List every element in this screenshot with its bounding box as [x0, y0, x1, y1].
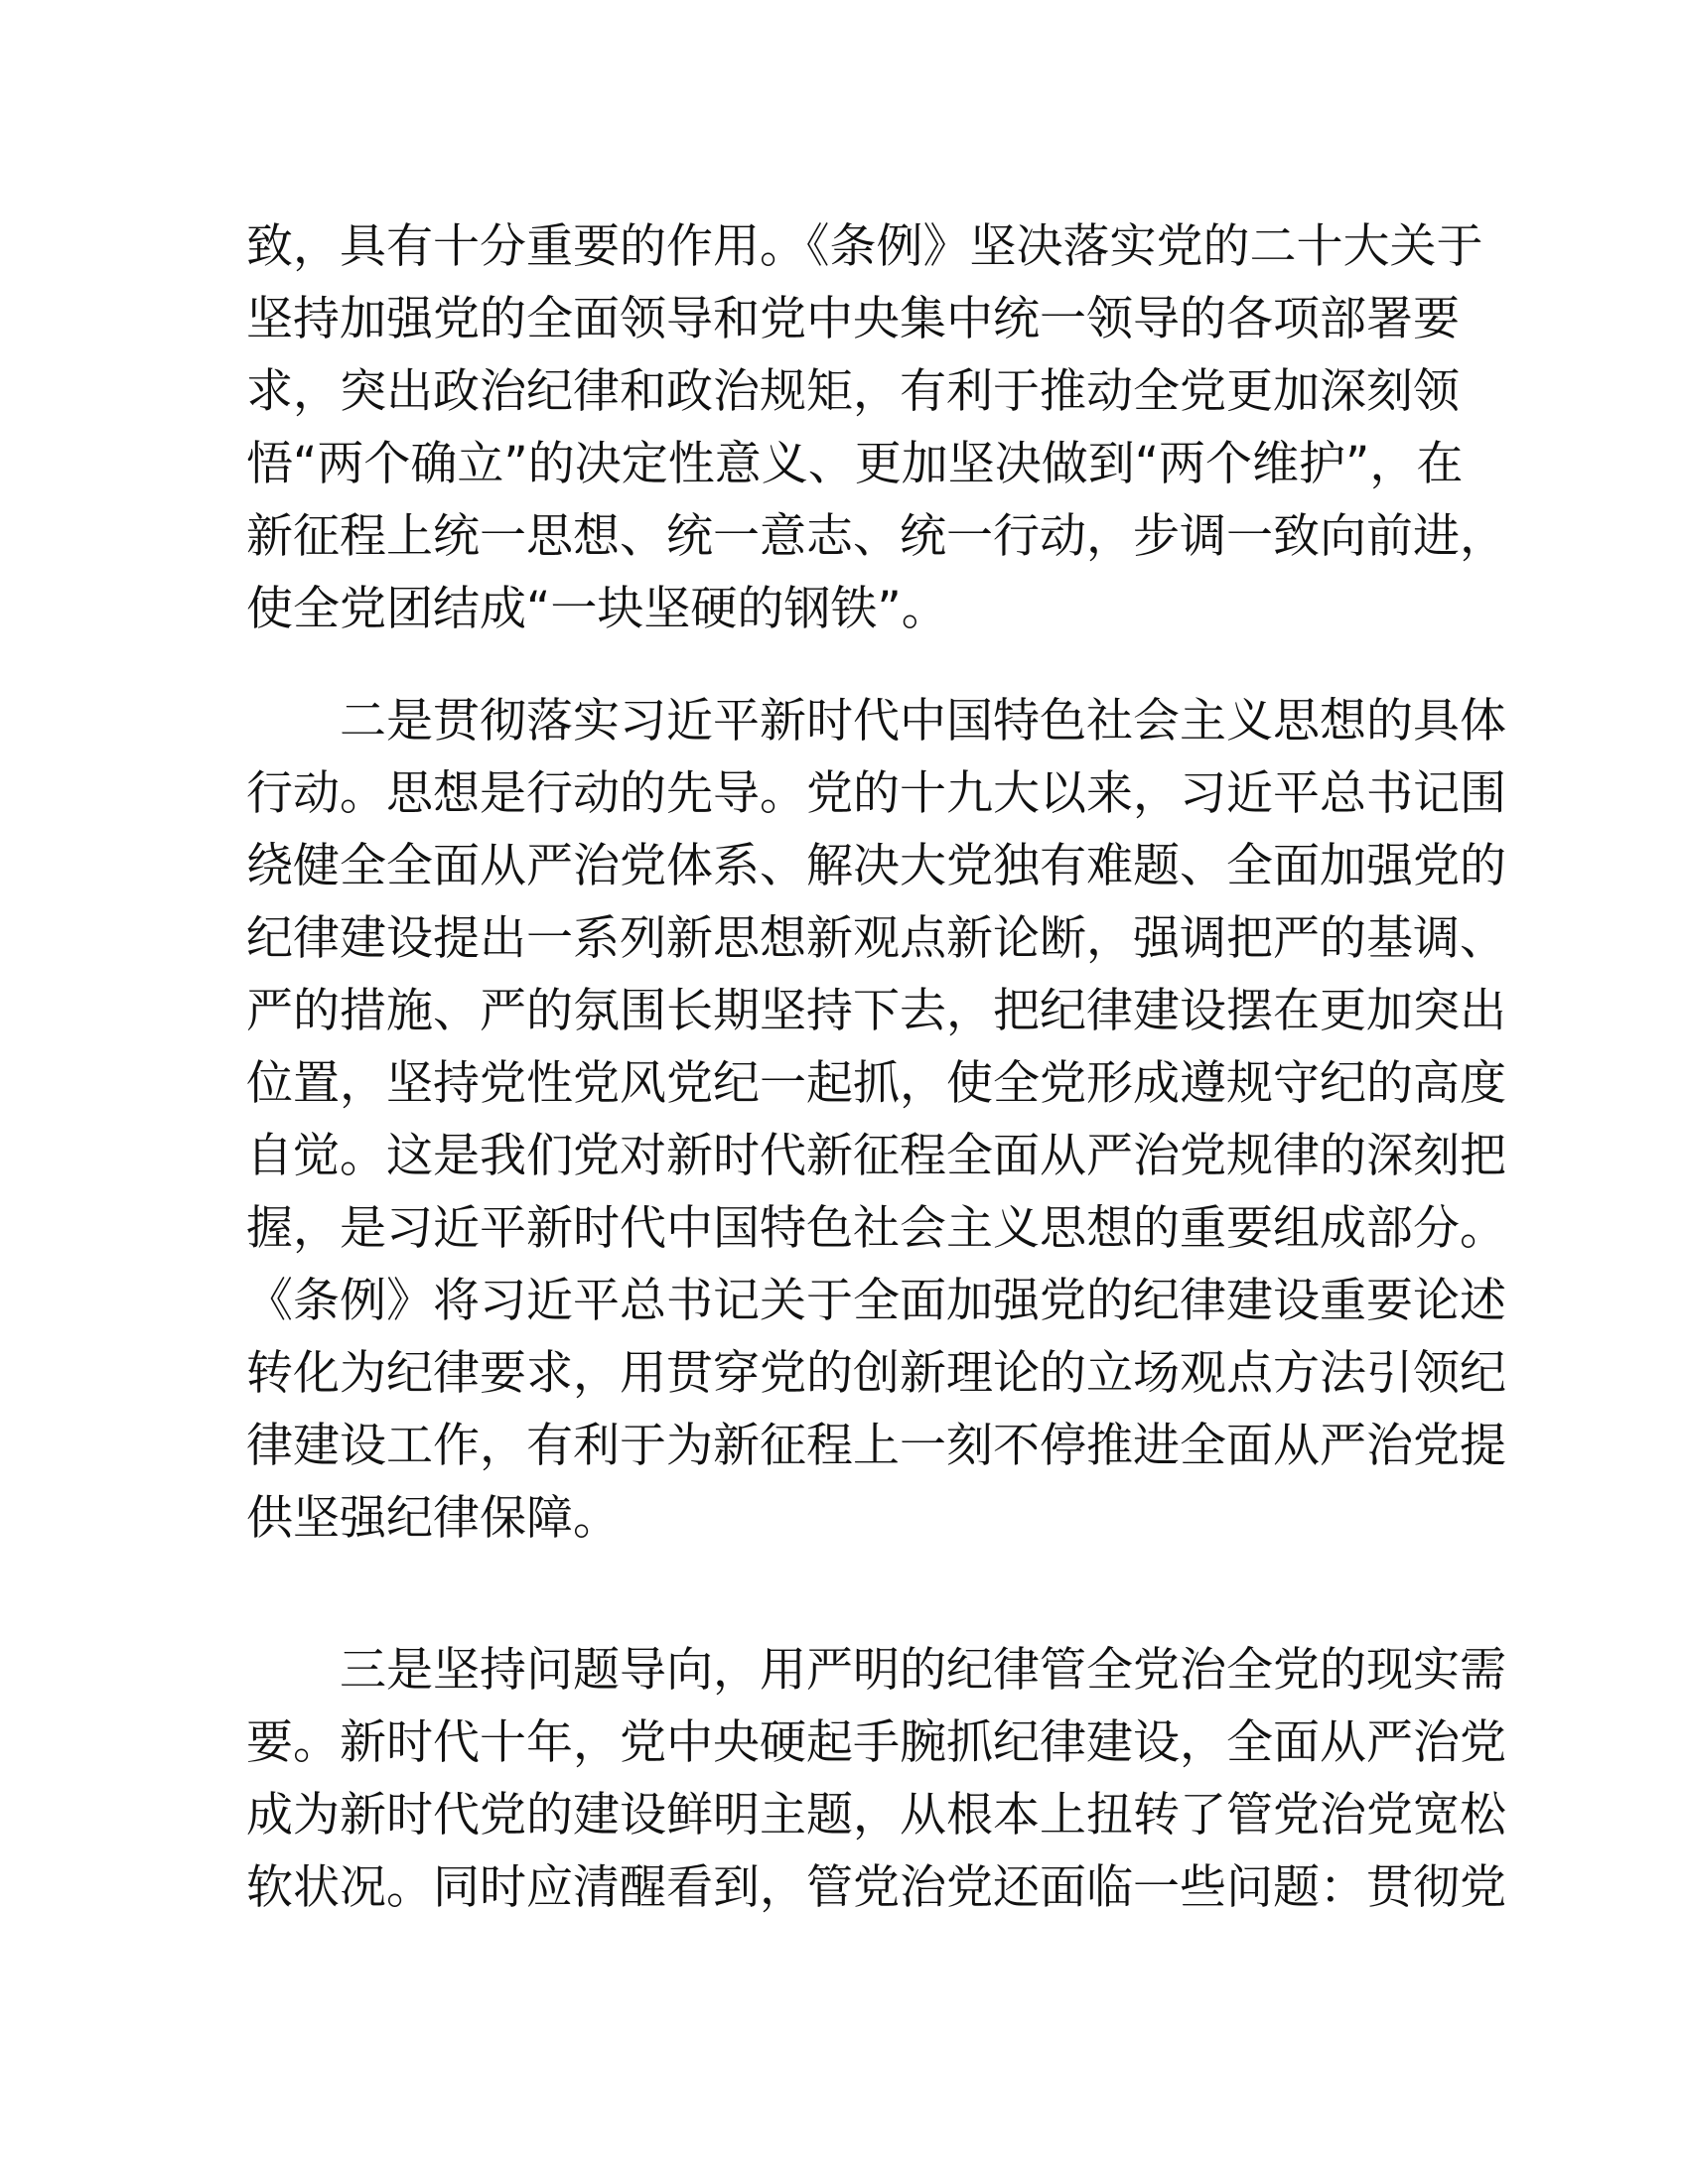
- paragraph-line: 行动。思想是行动的先导。党的十九大以来，习近平总书记围: [246, 766, 1506, 821]
- paragraph-line: 成为新时代党的建设鲜明主题，从根本上扭转了管党治党宽松: [246, 1788, 1506, 1843]
- paragraph-line: 纪律建设提出一系列新思想新观点新论断，强调把严的基调、: [246, 911, 1506, 966]
- paragraph-line: 二是贯彻落实习近平新时代中国特色社会主义思想的具体: [340, 694, 1506, 749]
- paragraph-line: 《条例》将习近平总书记关于全面加强党的纪律建设重要论述: [246, 1274, 1506, 1328]
- paragraph-line: 绕健全全面从严治党体系、解决大党独有难题、全面加强党的: [246, 839, 1506, 893]
- paragraph-line: 悟“两个确立”的决定性意义、更加坚决做到“两个维护”，在: [246, 437, 1464, 491]
- paragraph-line: 软状况。同时应清醒看到，管党治党还面临一些问题：贯彻党: [246, 1860, 1506, 1915]
- paragraph-line: 使全党团结成“一块坚硬的钢铁”。: [246, 582, 948, 636]
- paragraph-line: 律建设工作，有利于为新征程上一刻不停推进全面从严治党提: [246, 1419, 1506, 1473]
- paragraph-3: [246, 1634, 1506, 1924]
- paragraph-line: 位置，坚持党性党风党纪一起抓，使全党形成遵规守纪的高度: [246, 1056, 1506, 1111]
- paragraph-line: 握，是习近平新时代中国特色社会主义思想的重要组成部分。: [246, 1201, 1506, 1256]
- paragraph-line: 新征程上统一思想、统一意志、统一行动，步调一致向前进，: [246, 509, 1506, 564]
- paragraph-line: 要。新时代十年，党中央硬起手腕抓纪律建设，全面从严治党: [246, 1715, 1506, 1770]
- paragraph-2: [246, 685, 1506, 1555]
- paragraph-line: 严的措施、严的氛围长期坚持下去，把纪律建设摆在更加突出: [246, 984, 1506, 1038]
- paragraph-line: 三是坚持问题导向，用严明的纪律管全党治全党的现实需: [340, 1643, 1506, 1698]
- paragraph-line: 坚持加强党的全面领导和党中央集中统一领导的各项部署要: [246, 292, 1460, 346]
- paragraph-line: 自觉。这是我们党对新时代新征程全面从严治党规律的深刻把: [246, 1129, 1506, 1183]
- paragraph-line: 致，具有十分重要的作用。《条例》坚决落实党的二十大关于: [246, 219, 1483, 274]
- paragraph-line: 供坚强纪律保障。: [246, 1491, 620, 1546]
- paragraph-1: [246, 210, 1506, 645]
- paragraph-line: 求，突出政治纪律和政治规矩，有利于推动全党更加深刻领: [246, 364, 1460, 419]
- paragraph-line: 转化为纪律要求，用贯穿党的创新理论的立场观点方法引领纪: [246, 1346, 1506, 1401]
